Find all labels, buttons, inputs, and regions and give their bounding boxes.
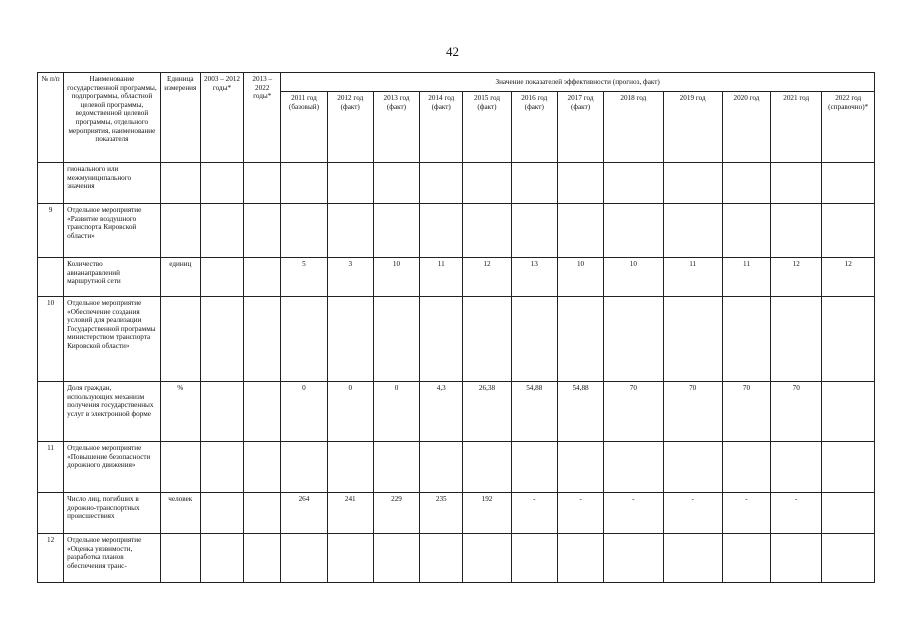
value-cell: 4,3 [420, 382, 463, 442]
value-cell [822, 442, 875, 493]
value-cell: 0 [281, 382, 327, 442]
row-name: гионального или межмуниципального значения [64, 163, 161, 204]
value-cell [771, 204, 822, 258]
value-cell: 235 [420, 493, 463, 534]
table-row [38, 297, 875, 382]
value-cell: 54,88 [511, 382, 557, 442]
header-year-3: 2014 год (факт) [420, 92, 463, 163]
header-year-0: 2011 год (базовый) [281, 92, 327, 163]
value-cell: 12 [771, 258, 822, 297]
value-cell [557, 163, 603, 204]
header-year-6: 2017 год (факт) [557, 92, 603, 163]
row-number: 12 [38, 534, 64, 583]
header-name: Наименование государственной программы, подпрограммы, областной целевой программы, ведомственной целевой программы, отдельного мероприятия, наименование показателя [64, 73, 161, 163]
row-number [38, 493, 64, 534]
header-year-1: 2012 год (факт) [327, 92, 373, 163]
value-cell [327, 204, 373, 258]
row-name: Отдельное мероприятие «Обеспечение создания условий для реализации Государственной программы министерством транспорта Кировской области» [64, 297, 161, 382]
value-cell [722, 163, 770, 204]
value-cell [663, 297, 722, 382]
value-cell [511, 204, 557, 258]
header-year-9: 2020 год [722, 92, 770, 163]
header-year-10: 2021 год [771, 92, 822, 163]
value-cell: 229 [373, 493, 419, 534]
row-unit [160, 534, 200, 583]
row-number: 11 [38, 442, 64, 493]
value-cell [373, 442, 419, 493]
cell-2003-2012 [200, 442, 243, 493]
cell-2003-2012 [200, 382, 243, 442]
value-cell [463, 534, 511, 583]
value-cell: 70 [771, 382, 822, 442]
value-cell: 13 [511, 258, 557, 297]
value-cell [463, 297, 511, 382]
header-unit: Единица измерения [160, 73, 200, 163]
value-cell: 0 [373, 382, 419, 442]
value-cell [822, 493, 875, 534]
value-cell: 10 [373, 258, 419, 297]
row-name: Отдельное мероприятие «Оценка уязвимости, разработка планов обеспечения транс- [64, 534, 161, 583]
row-unit [160, 442, 200, 493]
table-row [38, 534, 875, 583]
cell-2003-2012 [200, 163, 243, 204]
value-cell: 3 [327, 258, 373, 297]
value-cell [722, 297, 770, 382]
cell-2013-2022 [244, 493, 281, 534]
value-cell [281, 297, 327, 382]
header-num: № п/п [38, 73, 64, 163]
value-cell: 70 [663, 382, 722, 442]
value-cell [663, 163, 722, 204]
value-cell [604, 204, 663, 258]
cell-2003-2012 [200, 493, 243, 534]
row-name: Отдельное мероприятие «Развитие воздушного транспорта Кировской области» [64, 204, 161, 258]
header-2003-2012: 2003 – 2012 годы* [200, 73, 243, 163]
cell-2013-2022 [244, 163, 281, 204]
row-unit [160, 297, 200, 382]
cell-2003-2012 [200, 534, 243, 583]
value-cell [604, 163, 663, 204]
value-cell: - [722, 493, 770, 534]
value-cell: 26,38 [463, 382, 511, 442]
value-cell: 0 [327, 382, 373, 442]
value-cell [511, 163, 557, 204]
header-group-title: Значение показателей эффективности (прогноз, факт) [281, 73, 875, 92]
value-cell [281, 163, 327, 204]
cell-2003-2012 [200, 204, 243, 258]
table-row [38, 442, 875, 493]
page-number: 42 [446, 44, 459, 59]
value-cell: 12 [463, 258, 511, 297]
value-cell [771, 534, 822, 583]
value-cell [420, 204, 463, 258]
value-cell [663, 204, 722, 258]
value-cell: 70 [604, 382, 663, 442]
value-cell [327, 442, 373, 493]
header-year-11: 2022 год (справочно)* [822, 92, 875, 163]
value-cell [663, 534, 722, 583]
value-cell [771, 442, 822, 493]
value-cell [822, 204, 875, 258]
value-cell [420, 534, 463, 583]
value-cell: 241 [327, 493, 373, 534]
value-cell: - [511, 493, 557, 534]
value-cell [463, 163, 511, 204]
value-cell: 11 [420, 258, 463, 297]
value-cell: - [604, 493, 663, 534]
value-cell: - [771, 493, 822, 534]
value-cell: 54,88 [557, 382, 603, 442]
row-number [38, 163, 64, 204]
value-cell [511, 442, 557, 493]
value-cell [604, 297, 663, 382]
value-cell [420, 297, 463, 382]
value-cell [557, 534, 603, 583]
value-cell [771, 163, 822, 204]
value-cell [722, 534, 770, 583]
row-name: Число лиц, погибших в дорожно-транспортных происшествиях [64, 493, 161, 534]
row-name: Количество авианаправлений маршрутной сети [64, 258, 161, 297]
row-unit: единиц [160, 258, 200, 297]
row-unit: % [160, 382, 200, 442]
table-row [38, 204, 875, 258]
row-number [38, 382, 64, 442]
value-cell [327, 163, 373, 204]
row-number: 9 [38, 204, 64, 258]
cell-2013-2022 [244, 442, 281, 493]
value-cell [281, 534, 327, 583]
value-cell [557, 204, 603, 258]
value-cell [557, 297, 603, 382]
cell-2013-2022 [244, 258, 281, 297]
row-number [38, 258, 64, 297]
table-row [38, 382, 875, 442]
value-cell [373, 297, 419, 382]
value-cell [373, 204, 419, 258]
value-cell: - [557, 493, 603, 534]
value-cell [420, 442, 463, 493]
header-year-2: 2013 год (факт) [373, 92, 419, 163]
value-cell: 11 [722, 258, 770, 297]
value-cell [771, 297, 822, 382]
value-cell: 10 [604, 258, 663, 297]
table-row [38, 493, 875, 534]
value-cell [822, 163, 875, 204]
value-cell: 10 [557, 258, 603, 297]
value-cell [281, 204, 327, 258]
value-cell: 12 [822, 258, 875, 297]
value-cell [511, 297, 557, 382]
table-row [38, 163, 875, 204]
value-cell [327, 297, 373, 382]
row-unit: человек [160, 493, 200, 534]
header-year-4: 2015 год (факт) [463, 92, 511, 163]
header-year-8: 2019 год [663, 92, 722, 163]
header-year-7: 2018 год [604, 92, 663, 163]
value-cell [281, 442, 327, 493]
row-name: Отдельное мероприятие «Повышение безопасности дорожного движения» [64, 442, 161, 493]
value-cell: - [663, 493, 722, 534]
row-number: 10 [38, 297, 64, 382]
row-unit [160, 163, 200, 204]
cell-2013-2022 [244, 534, 281, 583]
row-name: Доля граждан, использующих механизм получения государственных услуг в электронной форме [64, 382, 161, 442]
cell-2003-2012 [200, 258, 243, 297]
value-cell [373, 534, 419, 583]
value-cell [822, 534, 875, 583]
value-cell: 264 [281, 493, 327, 534]
value-cell [722, 204, 770, 258]
value-cell [663, 442, 722, 493]
header-2013-2022: 2013 – 2022 годы* [244, 73, 281, 163]
value-cell [722, 442, 770, 493]
value-cell: 192 [463, 493, 511, 534]
header-row-top [38, 73, 875, 92]
cell-2013-2022 [244, 382, 281, 442]
value-cell: 70 [722, 382, 770, 442]
value-cell [463, 442, 511, 493]
value-cell [463, 204, 511, 258]
value-cell [604, 534, 663, 583]
header-year-5: 2016 год (факт) [511, 92, 557, 163]
value-cell [327, 534, 373, 583]
cell-2003-2012 [200, 297, 243, 382]
value-cell [373, 163, 419, 204]
table-body [38, 163, 875, 583]
value-cell: 5 [281, 258, 327, 297]
value-cell [822, 382, 875, 442]
value-cell [511, 534, 557, 583]
cell-2013-2022 [244, 204, 281, 258]
indicators-table [37, 72, 875, 583]
value-cell [420, 163, 463, 204]
row-unit [160, 204, 200, 258]
value-cell [604, 442, 663, 493]
value-cell [822, 297, 875, 382]
table-row [38, 258, 875, 297]
value-cell: 11 [663, 258, 722, 297]
value-cell [557, 442, 603, 493]
cell-2013-2022 [244, 297, 281, 382]
